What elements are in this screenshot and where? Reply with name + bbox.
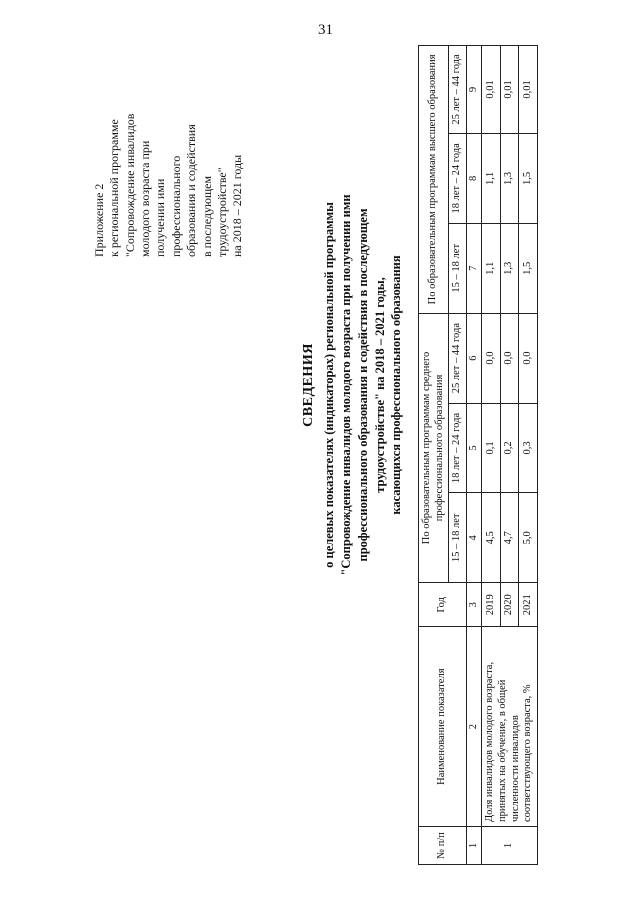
age-header: 15 – 18 лет — [449, 493, 467, 583]
appendix-line: профессионального — [168, 155, 183, 257]
header-row — [419, 46, 449, 865]
value-cell: 0,0 — [482, 313, 500, 403]
value-cell: 1,5 — [519, 133, 537, 223]
age-header: 25 лет – 44 года — [449, 313, 467, 403]
value-cell: 0,0 — [519, 313, 537, 403]
column-number: 2 — [466, 627, 482, 827]
year-cell: 2020 — [500, 583, 518, 627]
indicator-name: Доля инвалидов молодого возраста, принятых на обучение, в общей численности инвалидов соответствующего возраста, % — [482, 627, 537, 827]
col-year-header: Год — [419, 583, 467, 627]
column-numbers-row — [466, 46, 482, 865]
year-cell: 2021 — [519, 583, 537, 627]
value-cell: 0,2 — [500, 403, 518, 493]
year-cell: 2019 — [482, 583, 500, 627]
value-cell: 5,0 — [519, 493, 537, 583]
value-cell: 0,3 — [519, 403, 537, 493]
column-number: 6 — [466, 313, 482, 403]
heading-line: профессионального образования и содействия в последующем — [355, 208, 370, 562]
heading-line: касающихся профессионального образования — [389, 255, 404, 515]
appendix-line: получении ими — [153, 178, 168, 257]
heading-line: "Сопровождение инвалидов молодого возраста при получении ими — [338, 194, 353, 576]
value-cell: 4,7 — [500, 493, 518, 583]
value-cell: 1,5 — [519, 223, 537, 313]
value-cell: 1,3 — [500, 223, 518, 313]
value-cell: 1,3 — [500, 133, 518, 223]
column-number: 7 — [466, 223, 482, 313]
age-header: 18 лет – 24 года — [449, 403, 467, 493]
appendix-note — [92, 37, 246, 257]
value-cell: 0,1 — [482, 403, 500, 493]
value-cell: 0,01 — [500, 46, 518, 134]
value-cell: 1,1 — [482, 223, 500, 313]
age-header: 18 лет – 24 года — [449, 133, 467, 223]
column-number: 5 — [466, 403, 482, 493]
column-number: 8 — [466, 133, 482, 223]
age-header: 15 – 18 лет — [449, 223, 467, 313]
column-number: 9 — [466, 46, 482, 134]
appendix-line: на 2018 – 2021 годы — [230, 154, 245, 257]
appendix-line: образования и содействия — [184, 124, 199, 257]
value-cell: 0,01 — [519, 46, 537, 134]
column-number: 4 — [466, 493, 482, 583]
column-number: 1 — [466, 827, 482, 865]
column-number: 3 — [466, 583, 482, 627]
value-cell: 1,1 — [482, 133, 500, 223]
appendix-line: к региональной программе — [107, 119, 122, 257]
group-spo-header: По образовательным программам среднего профессионального образования — [419, 313, 449, 583]
table-row — [482, 46, 500, 865]
appendix-line: Приложение 2 — [92, 183, 106, 257]
appendix-line: молодого возраста при — [138, 140, 153, 257]
heading-line: трудоустройстве" на 2018 – 2021 годы, — [372, 277, 387, 493]
page-number: 31 — [318, 22, 333, 38]
col-no-header: № п/п — [419, 827, 467, 865]
appendix-line: в последующем — [199, 175, 214, 257]
value-cell: 0,0 — [500, 313, 518, 403]
indicators-table — [418, 45, 538, 865]
appendix-line: трудоустройстве" — [214, 167, 229, 257]
row-number: 1 — [482, 827, 537, 865]
heading-line: о целевых показателях (индикаторах) региональной программы — [321, 202, 336, 568]
document-heading — [300, 135, 405, 635]
age-header: 25 лет – 44 года — [449, 46, 467, 134]
col-name-header: Наименование показателя — [419, 627, 467, 827]
heading-title: СВЕДЕНИЯ — [301, 343, 316, 427]
value-cell: 4,5 — [482, 493, 500, 583]
group-vo-header: По образовательным программам высшего образования — [419, 46, 449, 314]
appendix-line: "Сопровождение инвалидов — [122, 113, 137, 257]
value-cell: 0,01 — [482, 46, 500, 134]
